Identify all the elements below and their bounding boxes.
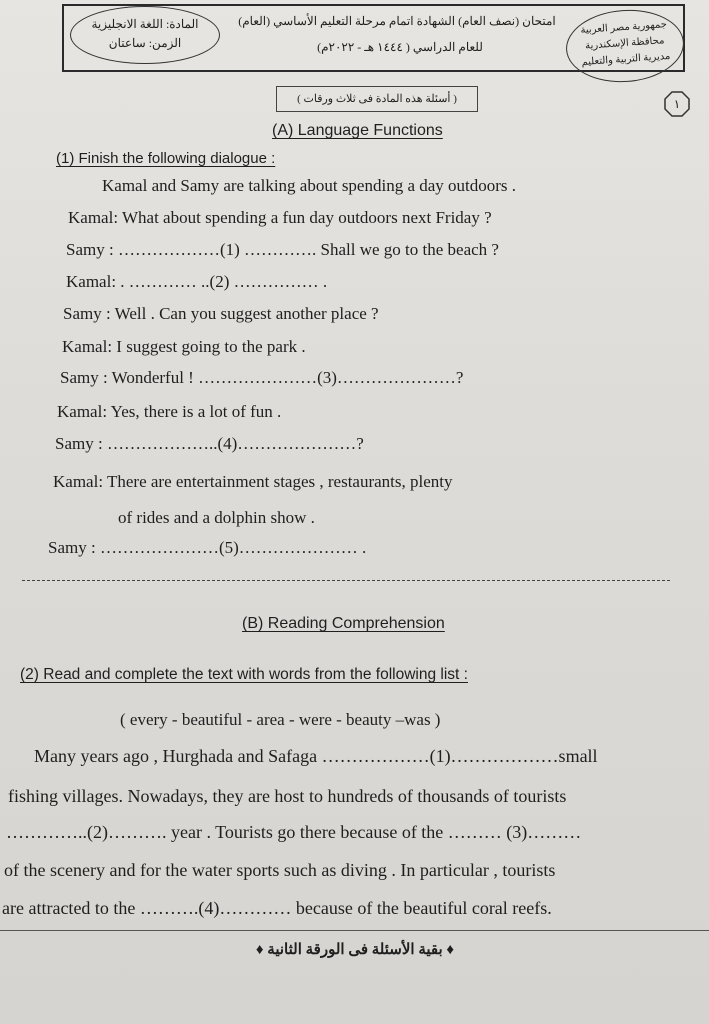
continuation-note: ♦ بقية الأسئلة فى الورقة الثانية ♦ — [255, 942, 455, 958]
reading-line: …………..(2)………. year . Tourists go there because of the ……… (3)……… — [6, 822, 582, 842]
reading-line: of the scenery and for the water sports such as diving . In particular , tourists — [4, 860, 556, 880]
dialogue-line: Samy : Wonderful ! …………………(3)…………………? — [60, 368, 464, 387]
stamp-line-1: جمهورية مصر العربية — [580, 19, 668, 37]
footer-divider — [0, 930, 709, 931]
time-line: الزمن: ساعتان — [108, 36, 182, 50]
dialogue-line: Samy : ………………..(4)…………………? — [55, 434, 364, 453]
dialogue-line: Kamal: Yes, there is a lot of fun . — [57, 402, 282, 421]
stamp-line-2: محافظة الإسكندرية — [584, 35, 665, 52]
question-2-title: (2) Read and complete the text with words from the following list : — [20, 666, 468, 683]
pages-note: ( أسئلة هذه المادة فى ثلاث ورقات ) — [276, 86, 478, 112]
dialogue-line: Samy : …………………(5)………………… . — [48, 538, 367, 557]
dialogue-line: Kamal: . ………… ..(2) …………… . — [66, 272, 328, 291]
word-list: ( every - beautiful - area - were - beauty –was ) — [120, 710, 441, 729]
exam-year: للعام الدراسي ( ١٤٤٤ هـ - ٢٠٢٢م) — [317, 40, 483, 54]
stamp-line-3: مديرية التربية والتعليم — [581, 50, 671, 69]
dialogue-line: Kamal: What about spending a fun day outdoors next Friday ? — [68, 208, 492, 227]
exam-title: امتحان (نصف العام) الشهادة اتمام مرحلة التعليم الأساسي (العام) — [238, 14, 556, 28]
subject-oval — [70, 6, 220, 64]
dialogue-line: Samy : ………………(1) …………. Shall we go to the beach ? — [66, 240, 499, 259]
dialogue-line: Kamal: I suggest going to the park . — [62, 337, 306, 356]
section-b-title: (B) Reading Comprehension — [242, 615, 445, 632]
subject-line: المادة: اللغة الانجليزية — [91, 17, 199, 31]
dialogue-line: Kamal and Samy are talking about spending a day outdoors . — [102, 176, 517, 195]
reading-line: Many years ago , Hurghada and Safaga ………………(1)………………small — [34, 746, 598, 766]
page-number: ١ — [673, 97, 681, 111]
dialogue-line: Kamal: There are entertainment stages , restaurants, plenty — [53, 472, 453, 491]
dialogue-line: of rides and a dolphin show . — [118, 508, 315, 527]
question-1-title: (1) Finish the following dialogue : — [56, 150, 276, 167]
section-divider — [22, 580, 670, 581]
reading-line: fishing villages. Nowadays, they are host to hundreds of thousands of tourists — [8, 786, 567, 806]
reading-line: are attracted to the ……….(4)………… because of the beautiful coral reefs. — [2, 898, 552, 918]
dialogue-line: Samy : Well . Can you suggest another place ? — [63, 304, 379, 323]
section-a-title: (A) Language Functions — [272, 122, 443, 139]
page-number-badge — [663, 90, 691, 118]
